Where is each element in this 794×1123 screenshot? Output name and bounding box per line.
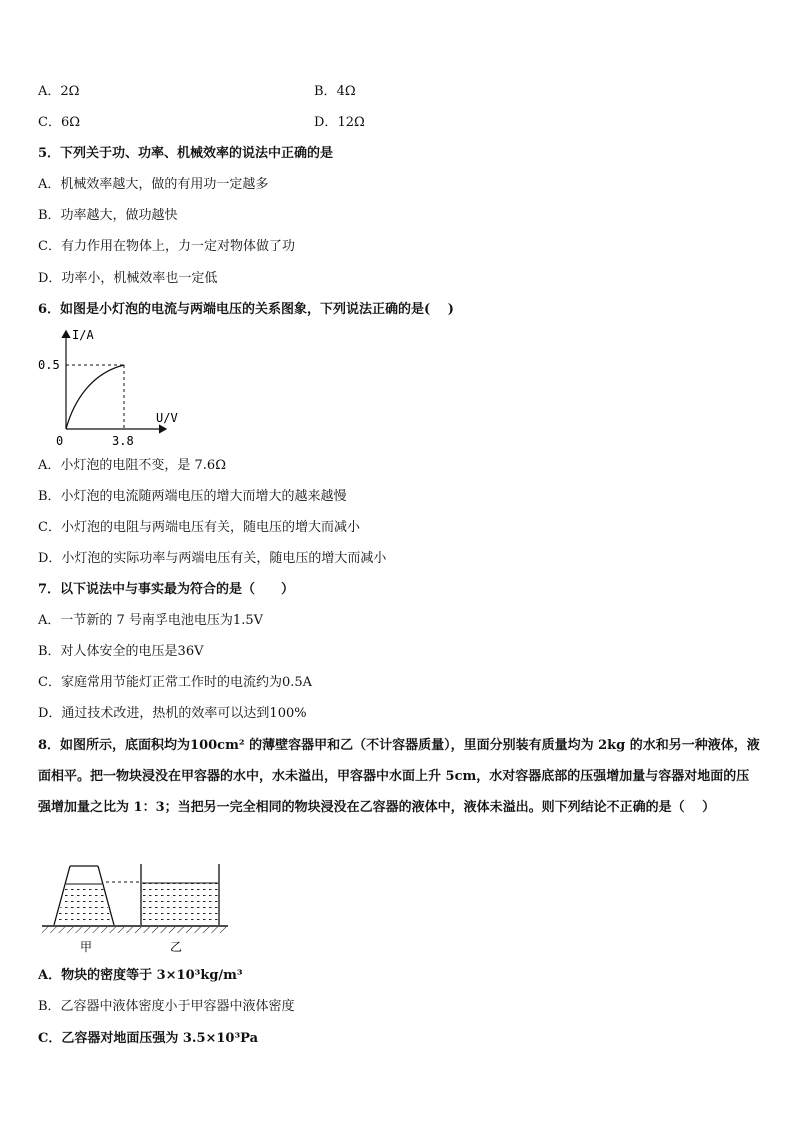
q4-option-c [38, 115, 80, 131]
q8-stem: 8．如图所示，底面积均为100cm² 的薄壁容器甲和乙（不计容器质量），里面分别装有质量均为 2kg 的水和另一种液体，液面相平。把一物块浸没在甲容器的水中，水未溢出，甲容器中水面上升 5cm，水对容器底部的压强增加量与容器对地面的压强增加量之比为 1：3；当把另一完全相同的物块浸没在乙容器的液体中，液体未溢出。则下列结论不正确的是（ ） [38, 738, 760, 815]
q7-option-c: C．家庭常用节能灯正常工作时的电流约为0.5A [38, 675, 313, 690]
label-yi: 乙 [170, 940, 183, 954]
q6-option-b: B．小灯泡的电流随两端电压的增大而增大的越来越慢 [38, 489, 347, 504]
x-tick-label: 3.8 [112, 434, 134, 448]
y-tick-label: 0.5 [38, 358, 60, 372]
q5-option-c: C．有力作用在物体上，力一定对物体做了功 [38, 239, 295, 254]
q7-stem: 7．以下说法中与事实最为符合的是（ ） [38, 582, 295, 597]
option-text: 12Ω [337, 115, 365, 130]
option-letter: D． [314, 115, 338, 130]
q6-stem: 6．如图是小灯泡的电流与两端电压的关系图象，下列说法正确的是( ) [38, 302, 454, 317]
q5-option-d: D．功率小，机械效率也一定低 [38, 271, 218, 286]
q6-option-d: D．小灯泡的实际功率与两端电压有关，随电压的增大而减小 [38, 551, 387, 566]
label-jia: 甲 [80, 940, 93, 954]
q7-option-b: B．对人体安全的电压是36V [38, 644, 204, 659]
q6-option-c: C．小灯泡的电阻与两端电压有关，随电压的增大而减小 [38, 520, 360, 535]
q5-option-a: A．机械效率越大，做的有用功一定越多 [38, 177, 269, 192]
option-text: 6Ω [60, 115, 81, 130]
q6-option-a: A．小灯泡的电阻不变，是 7.6Ω [38, 458, 226, 473]
y-axis-label: I/A [72, 328, 94, 342]
ground-hatching [42, 927, 228, 933]
q7-option-a: A．一节新的 7 号南孚电池电压为1.5V [38, 613, 263, 628]
q6-iu-graph [34, 325, 184, 451]
q8-option-c: C．乙容器对地面压强为 3.5×10³Pa [38, 1031, 259, 1046]
q5-stem: 5．下列关于功、功率、机械效率的说法中正确的是 [38, 146, 334, 161]
origin-label: 0 [56, 434, 64, 448]
q7-option-d: D．通过技术改进，热机的效率可以达到100% [38, 706, 307, 721]
option-letter: C． [38, 115, 61, 130]
q8-option-b: B．乙容器中液体密度小于甲容器中液体密度 [38, 999, 295, 1014]
container-jia-liquid [56, 884, 112, 925]
q5-option-b: B．功率越大，做功越快 [38, 208, 178, 223]
option-text: 2Ω [60, 84, 80, 99]
container-yi-liquid [142, 883, 218, 925]
iu-curve [66, 365, 124, 429]
option-text: 4Ω [336, 84, 356, 99]
option-letter: A． [38, 84, 61, 99]
q4-option-d [314, 115, 365, 131]
q4-option-a [38, 84, 79, 100]
x-axis-label: U/V [156, 411, 178, 425]
q8-containers-figure [40, 858, 230, 958]
option-letter: B． [314, 84, 337, 99]
q4-option-b [314, 84, 356, 100]
q8-option-a: A．物块的密度等于 3×10³kg/m³ [38, 968, 243, 983]
